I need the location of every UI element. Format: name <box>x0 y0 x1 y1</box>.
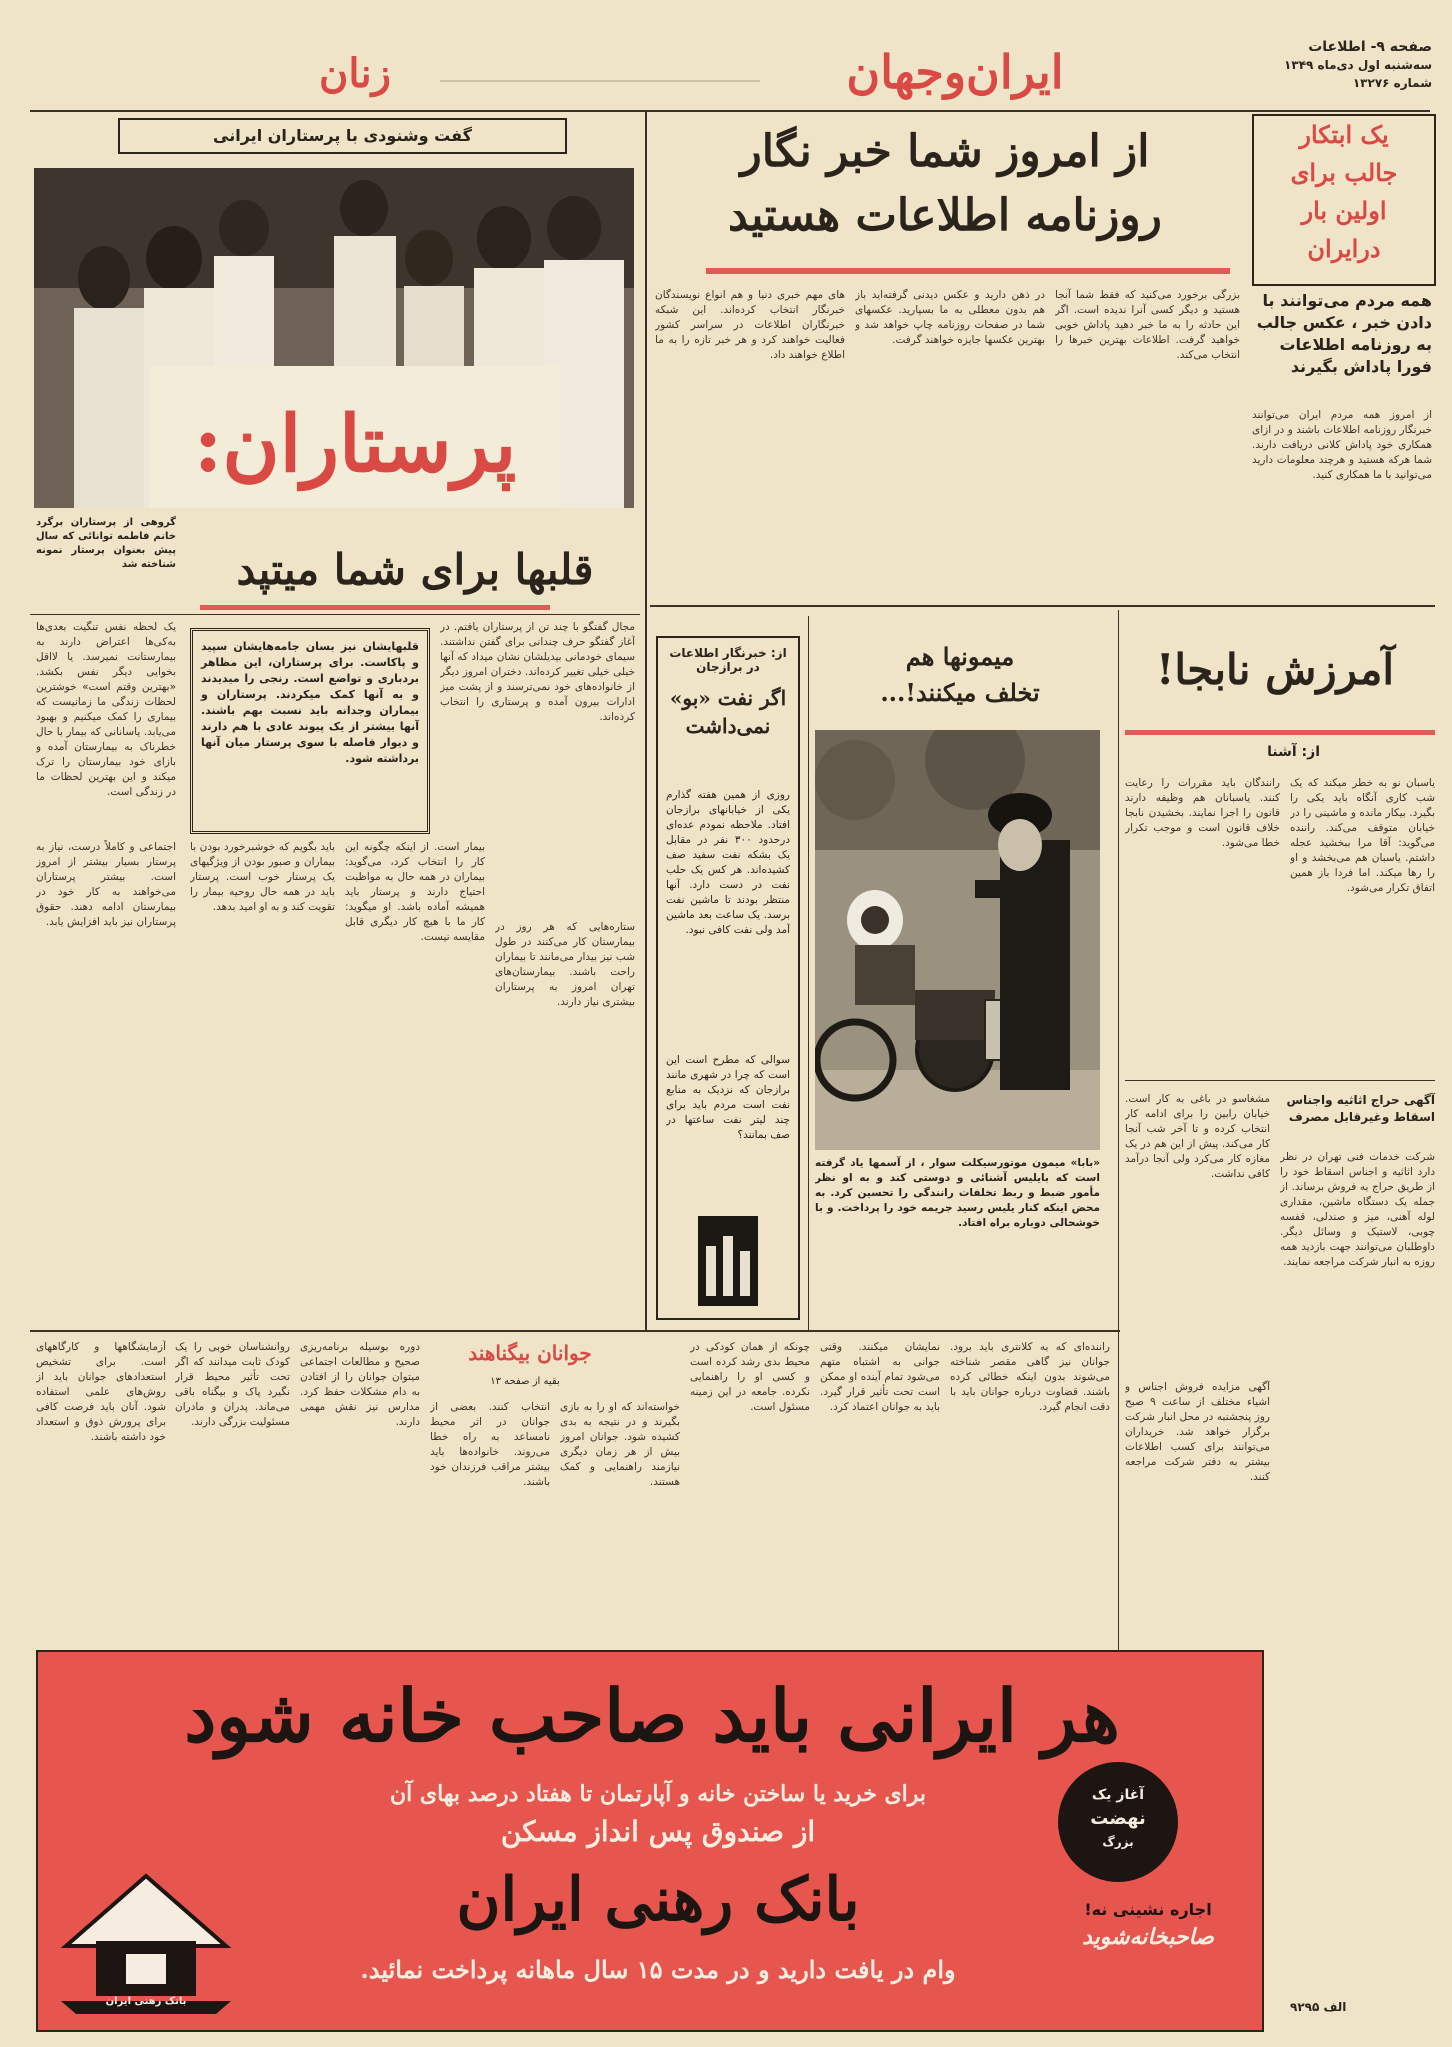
nurses-headline: پرستاران: <box>193 399 517 490</box>
red-underline <box>1125 730 1435 735</box>
naft-headline-2: نمی‌داشت <box>685 714 771 738</box>
monkeys-photo <box>815 730 1100 1150</box>
bank-logo-icon <box>56 1866 236 2016</box>
right-bottom-body-2: آگهی مزایده فروش اجناس و اشیاء مختلف از ساعت ۹ صبح روز پنجشنبه در محل انبار شرکت برگزار خواهد شد. خریداران می‌توانند برای کسب اطلاعات بیشتر به دفتر شرکت مراجعه کنند. <box>1125 1381 1270 1483</box>
nurses-caption: گروهی از پرستاران برگرد خانم فاطمه توانائی که سال پیش بعنوان پرستار نمونه شناخته شد <box>36 517 176 570</box>
reporter-headline-2: روزنامه اطلاعات هستید <box>728 190 1162 241</box>
divider <box>1118 610 1119 1660</box>
divider <box>645 110 647 1330</box>
amerzesh-notice: شرکت خدمات فنی تهران در نظر دارد اثاثیه و اجناس اسقاط خود را از طریق حراج به فروش برساند. از جمله یک دستگاه ماشین، مقداری لوله آهنی، میز و صندلی، قفسه چوبی، لاستیک و وسائل دیگر. داوطلبان می‌توانند جهت بازدید همه روزه به انبار شرکت مراجعه نمایند. <box>1280 1151 1435 1268</box>
nurses-body-col-5: ستاره‌هایی که هر روز در بیمارستان کار می‌کنند در طول شب نیز بیدار می‌مانند تا بیماران راحت باشند. بیمارستان‌های تهران امروز به پرستاران بیشتری نیاز دارند. <box>495 921 635 1008</box>
notice-code: الف ۹۲۹۵ <box>1290 2000 1347 2014</box>
reporter-body-col-1: از امروز همه مردم ایران می‌توانند خبرنگار روزنامه اطلاعات باشند و در ازای همکاری خود پاداش کلانی دریافت دارند. شما هرکه هستید و هرچند معلومات دارید می‌توانید با ما همکاری کنید. <box>1252 409 1432 481</box>
divider <box>1125 1080 1435 1081</box>
reporter-headline-1: از امروز شما خبر نگار <box>740 126 1150 177</box>
naft-photo-image <box>698 1216 758 1306</box>
reporter-lead: همه مردم می‌توانند با دادن خبر ، عکس جالب به روزنامه اطلاعات فورا پاداش بگیرند <box>1256 291 1432 376</box>
divider <box>30 614 640 615</box>
bank-logo-text: بانک رهنی ایران <box>105 1996 187 2007</box>
divider <box>30 110 1430 112</box>
reporter-body-col-2: بزرگی برخورد می‌کنید که فقط شما آنجا هستید و دیگر کسی آنرا ندیده است. اگر این حادثه را به ما خبر دهید پاداش خوبی خواهید گرفت. اطلاعات بهترین خبرها را انتخاب می‌کند. <box>1055 289 1240 361</box>
youth-body-col-4: روانشناسان خوبی را یک کودک ثابت میدانند که اگر تحت تأثیر محیط قرار نگیرد پاک و بیگناه باقی می‌ماند. پدران و مادران مسئولیت بزرگی دارند. <box>175 1341 290 1428</box>
youth-headline: جوانان بیگناهند <box>468 1341 592 1365</box>
bank-logo <box>56 1866 236 2016</box>
faint-watermark <box>440 40 760 82</box>
youth-continued: بقیه از صفحه ۱۳ <box>490 1376 560 1387</box>
red-underline <box>200 605 550 610</box>
nurses-subheadline: قلبها برای شما میتپد <box>236 545 594 594</box>
naft-tag-1: از: خبرنگار اطلاعات <box>669 646 787 660</box>
section-iran-world: ایران‌وجهان <box>846 45 1064 99</box>
ad-bank-name: بانک رهنی ایران <box>456 1865 860 1935</box>
divider <box>650 605 1435 607</box>
monkeys-caption: «بابا» میمون موتورسیکلت سوار ، از آسمها یاد گرفته است که بایلیس آشنائی و دوستی کند و به او نظر مأمور ضبط و ربط تخلفات رانندگی را تحسین کرد. به محض اینکه کنار یلیس رسید جریمه خود را پرداخت. و با خوشحالی دوباره براه افتاد. <box>815 1157 1100 1229</box>
amerzesh-headline: آمرزش نابجا! <box>1155 645 1395 694</box>
monkeys-headline-2: تخلف میکنند!... <box>880 678 1040 707</box>
divider <box>808 616 809 1330</box>
reporter-body-col-3: در ذهن دارید و عکس دیدنی گرفته‌اید باز هم بدون معطلی به ما بسپارید. عکسهای شما در صفحات روزنامه چاپ خواهد شد و بهترین عکسها جایزه خواهند گرفت. <box>855 289 1045 346</box>
nurses-body-col-3: بیمار است. از اینکه چگونه این کار را انتخاب کرد، می‌گوید: بیماران در همه حال به مواظبت احتیاج دارند و پرستار باید همیشه آماده باشد. او میگوید: کار ما با هیچ کار دیگری قابل مقایسه نیست. <box>345 841 485 943</box>
youth-body-col-8: چونکه از همان کودکی در محیط بدی رشد کرده است و کسی او را راهنمایی نکرده. جامعه در این زمینه مسئول است. <box>690 1341 810 1413</box>
amerzesh-body-col-2: رانندگان باید مقررات را رعایت کنند. یاسبانان هم وظیفه دارند قانون را اجرا نمایند. بخشیدن نابجا خلاف قانون است و موجب تکرار خطا می‌شود. <box>1125 777 1280 849</box>
reporter-box: یک ابتکار جالب برای اولین بار درایران <box>1252 114 1436 286</box>
naft-body-2: سوالی که مطرح است این است که چرا در شهری مانند برازجان که نزدیک به منابع نفت است مردم باید برای چند لیتر نفت ساعتها در صف بمانند؟ <box>666 1054 790 1141</box>
monkeys-headline-1: میمونها هم <box>905 642 1015 671</box>
youth-body-col-5: آزمایشگاهها و کارگاههای است. برای تشخیص استعدادهای جوانان باید از روش‌های علمی استفاده شود. آنان باید فرصت کافی برای پرورش ذوق و استعداد خود داشته باشند. <box>36 1341 166 1443</box>
monkeys-photo-image <box>815 730 1100 1150</box>
divider <box>30 1330 1120 1332</box>
page-info: صفحه ۹- اطلاعات سه‌شنبه اول دی‌ماه ۱۳۴۹ شماره ۱۳۲۷۶ <box>1284 39 1432 90</box>
section-women: زنان <box>318 50 391 97</box>
right-bottom-body: مشغاسو در باغی به کار است. خیابان رابین را برای ادامه کار انتخاب کرده و تا آخر شب آنجا کار می‌کند. پیش از این هم در یک مغازه کار می‌کرد ولی آنجا درآمد کافی نداشت. <box>1125 1093 1270 1180</box>
youth-body-col-7: نمایشان میکنند. وقتی جوانی به اشتباه متهم می‌شود تمام آینده او ممکن است تحت تأثیر قرار گیرد. باید به جوانان اعتماد کرد. <box>820 1341 940 1413</box>
nurses-body-col-4: باید بگویم که خوشبرخورد بودن با بیماران و صبور بودن از ویژگیهای یک پرستار خوب است. پرستار باید در همه حال روحیه بیمار را تقویت کند و به او امید بدهد. <box>190 841 335 913</box>
nurses-box-title: گفت وشنودی با پرستاران ایرانی <box>118 118 567 154</box>
red-underline <box>706 268 1230 274</box>
naft-photo <box>698 1216 758 1306</box>
ad-line-2: از صندوق پس انداز مسکن <box>500 1815 816 1848</box>
youth-body-col-6: راننده‌ای که به کلانتری باید برود. جوانان نیز گاهی مقصر شناخته می‌شوند بدون اینکه خطائی کرده باشند. قضاوت درباره جوانان باید با دقت انجام گیرد. <box>950 1341 1110 1413</box>
nurses-body-col-6: اجتماعی و کاملاً درست، نیاز به پرستار بسیار بیشتر از امروز است. بیشتر پرستاران می‌خواهند به کار خود در بیمارستان ادامه دهند. حقوق پرستاران نیز باید افزایش یابد. <box>36 841 176 928</box>
amerzesh-subhead: آگهی حراج اثاثیه واجناس اسقاط وغیرقابل مصرف <box>1286 1093 1435 1124</box>
ad-slogan-2: صاحبخانه‌شوید <box>1082 1924 1214 1950</box>
nurses-body-col-1: یک لحظه نفس تنگیت بعدی‌ها به‌کی‌ها اعتراض دارند به بیمارستانت نمیرسد. یا لااقل بخوایی دیگر نفس بکشد. «بهترین وقتم است» خوشترین لحظات زندگی ما زمانیست که بیماری را کمک میکنیم و بهبود می‌یابد. یاسانانی که بیمار با حال خطرناک به بیمارستان آمده و بازای خود بیمارستان را ترک میکند و این بهترین لحظات ما در زندگی است. <box>36 621 176 798</box>
ad-slogan-1: اجاره نشینی نه! <box>1084 1900 1212 1919</box>
youth-body-col-2: انتخاب کنند. بعضی از جوانان در اثر محیط نامساعد به راه خطا می‌روند. خانواده‌ها باید بیشتر مراقب فرزندان خود باشند. <box>430 1401 550 1488</box>
ad-headline: هر ایرانی باید صاحب خانه شود <box>184 1673 1120 1758</box>
naft-tag-2: در برازجان <box>696 660 760 674</box>
ad-line-1: برای خرید یا ساختن خانه و آپارتمان تا هفتاد درصد بهای آن <box>389 1781 927 1807</box>
naft-box <box>656 636 800 1320</box>
naft-body: روزی از همین هفته گذارم یکی از خیابانهای برازجان افتاد. ملاحظه نمودم عده‌ای درحدود ۳۰۰ نفر در مقابل یک بشکه نفت سفید صف کشیده‌اند. هر کس یک حلب نفت در دست دارد. آنها منتظر بودند تا ماشین نفت برسد. یک ساعت بعد ماشین آمد ولی نفت کافی نبود. <box>666 789 790 936</box>
nurses-quote-box: قلبهایشان نیز بسان جامه‌هایشان سپید و پاکاست. برای پرستاران، این مظاهر بردباری و تواضع است. رنجی را میدیدند و به آنها کمک میکردند. پرستاران و بیماران وجدانه باید نسبت بهم باشند. آنها بیشتر از یک پیوند عادی با هم دارند و دیوار فاصله با سوی پرستار میان آنها برداشته شود. <box>190 628 430 834</box>
right-bottom-extra <box>1280 1620 1435 1990</box>
ad-line-3: وام در یافت دارید و در مدت ۱۵ سال ماهانه پرداخت نمائید. <box>360 1955 956 1984</box>
naft-headline-1: اگر نفت «بو» <box>669 686 787 710</box>
bank-ad <box>36 1650 1264 2032</box>
nurses-body-col-2: مجال گفتگو با چند تن از پرستاران یافتم. در آغاز گفتگو حرف چندانی برای گفتن نداشتند. سیمای خودمانی بیدیلشان نشان میداد که آنها خیلی خیلی تغییر کرده‌اند. دختران امروز دیگر از خانواده‌های خود نمی‌ترسند و از پشت میز ادارات بیرون آمده و پرستاری را انتخاب کرده‌اند. <box>440 621 635 723</box>
youth-body-col-1: خواسته‌اند که او را به بازی بگیرند و در نتیجه به بدی کشیده شود. جوانان امروز بیش از هر زمان دیگری نیازمند راهنمایی و کمک هستند. <box>560 1401 680 1488</box>
reporter-body-col-4: های مهم خبری دنیا و هم انواع نویسندگان خبرنگار انتخاب کرده‌اند. این شبکه خبرنگاران اطلاعات در سراسر کشور فعالیت خواهند کرد و هر خبر تازه را به ما اطلاع خواهند داد. <box>655 289 845 361</box>
amerzesh-body-col-1: یاسبان نو به خطر میکند که یک شب کاری آنگاه باید یکی را بگیرد. بیکار مانده و ماشینی را در خیابان متوقف می‌کند. راننده می‌گوید: آقا مرا ببخشید عجله داشتم. یاسبان هم می‌بخشد و او را رها میکند. اما فردا باز همین اتفاق تکرار می‌شود. <box>1290 777 1435 894</box>
amerzesh-byline: از: آشنا <box>1267 744 1320 760</box>
youth-body-col-3: دوره بوسیله برنامه‌ریزی صحیح و مطالعات اجتماعی میتوان جوانان را از افتادن به دام مشکلات حفظ کرد. مدارس نیز نقش مهمی دارند. <box>300 1341 420 1428</box>
ad-circle: آغاز یک نهضت بزرگ <box>1058 1762 1178 1882</box>
